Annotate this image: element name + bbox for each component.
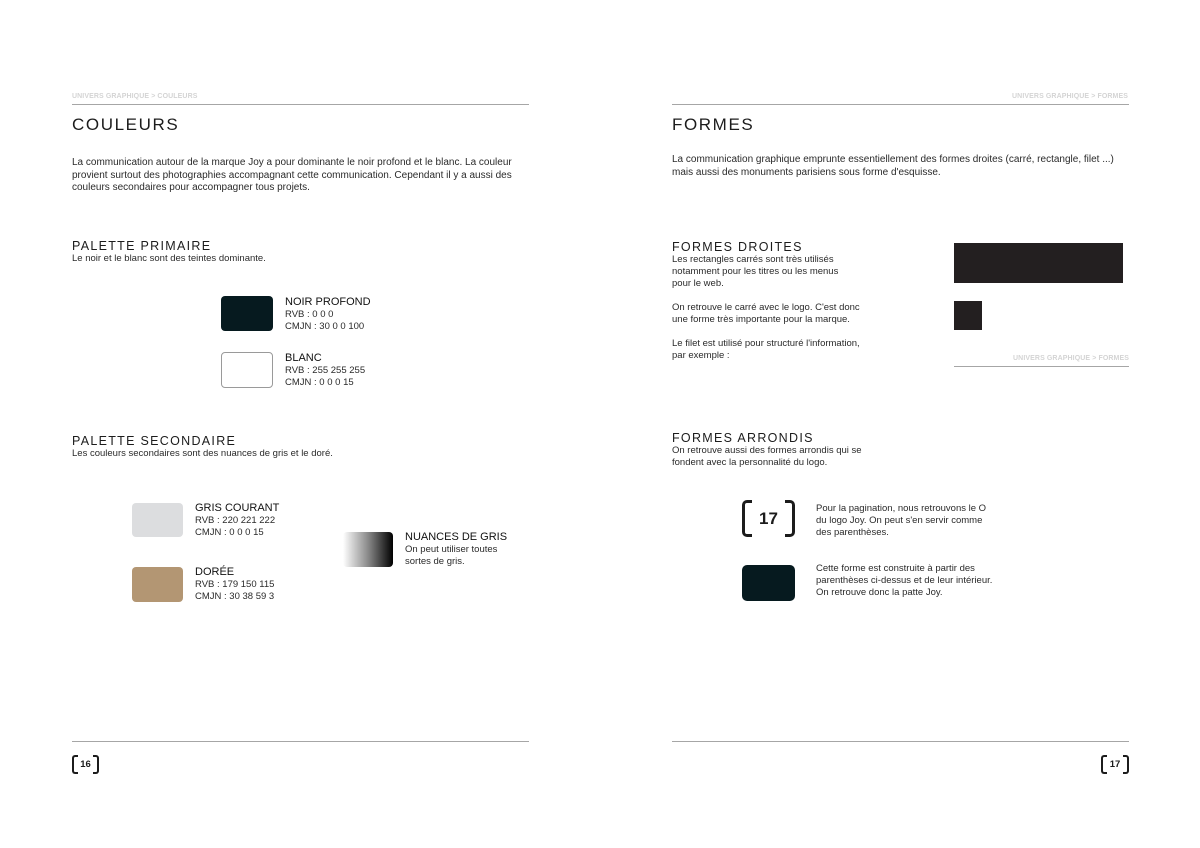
swatch-info-noir — [285, 296, 371, 333]
bracket-left-icon — [72, 755, 78, 774]
rounded-rectangle-shape — [742, 565, 795, 601]
swatch-name: BLANC — [285, 352, 322, 364]
swatch-name: DORÉE — [195, 566, 235, 578]
footer-rule — [72, 741, 529, 742]
text-line: du logo Joy. On peut s'en servir comme — [816, 515, 983, 526]
text-line: Cette forme est construite à partir des — [816, 563, 975, 574]
intro-text: La communication autour de la marque Joy a pour dominante le noir profond et le blanc. La couleur provient surtout des photographies accompagnant cette communication. Cependant il y a aussi des couleurs secondaires pour accompagner tous projets. — [72, 157, 512, 193]
swatch-name: GRIS COURANT — [195, 502, 280, 514]
swatch-cmjn: CMJN : 0 0 0 15 — [195, 527, 264, 538]
text-line: parenthèses ci-dessus et de leur intérieur. — [816, 575, 993, 586]
swatch-rvb: RVB : 179 150 115 — [195, 579, 275, 590]
swatch-desc: On peut utiliser toutes — [405, 544, 498, 555]
bracket-right-icon — [785, 500, 795, 537]
bracket-right-icon — [1123, 755, 1129, 774]
header-rule — [72, 104, 529, 105]
page-title: COULEURS — [72, 115, 180, 134]
text-line: par exemple : — [672, 350, 730, 361]
swatch-rvb: RVB : 0 0 0 — [285, 309, 334, 320]
swatch-info-blanc — [285, 352, 365, 389]
swatch-info-gradient — [405, 531, 507, 568]
straight-shapes-title: FORMES DROITES — [672, 240, 803, 254]
text-line: une forme très importante pour la marque. — [672, 314, 850, 325]
bracket-desc — [816, 503, 1026, 539]
text-line: des parenthèses. — [816, 527, 889, 538]
secondary-palette-title: PALETTE SECONDAIRE — [72, 434, 237, 448]
primary-palette-desc: Le noir et le blanc sont des teintes dominante. — [72, 253, 266, 264]
swatch-noir-profond — [221, 296, 273, 331]
swatch-cmjn: CMJN : 30 38 59 3 — [195, 591, 275, 602]
swatch-name: NOIR PROFOND — [285, 296, 371, 308]
swatch-info-doree — [195, 566, 274, 603]
swatch-cmjn: CMJN : 30 0 0 100 — [285, 321, 365, 332]
rounded-shapes-text — [672, 445, 912, 469]
text-line: On retrouve le carré avec le logo. C'est donc — [672, 302, 860, 313]
page-title: FORMES — [672, 115, 755, 134]
intro-text: La communication graphique emprunte essentiellement des formes droites (carré, rectangle, filet ...) mais aussi des monuments parisiens sous forme d'esquisse. — [672, 154, 1114, 178]
bracket-left-icon — [742, 500, 752, 537]
page-number — [72, 755, 99, 774]
text-line: On retrouve aussi des formes arrondis qui se — [672, 445, 862, 456]
right-page — [600, 0, 1200, 848]
rounded-shapes-title: FORMES ARRONDIS — [672, 431, 814, 445]
swatch-rvb: RVB : 255 255 255 — [285, 365, 366, 376]
bracket-number: 17 — [759, 508, 778, 528]
swatch-cmjn: CMJN : 0 0 0 15 — [285, 377, 354, 388]
footer-rule — [672, 741, 1129, 742]
page-number-text: 17 — [1109, 759, 1121, 770]
sample-breadcrumb: UNIVERS GRAPHIQUE > FORMES — [1013, 355, 1129, 362]
sample-rule — [954, 366, 1129, 367]
text-line: Pour la pagination, nous retrouvons le O — [816, 503, 987, 514]
rectangle-shape — [954, 243, 1123, 283]
swatch-info-gris — [195, 502, 279, 539]
header-rule — [672, 104, 1129, 105]
swatch-blanc — [221, 352, 273, 388]
primary-palette-title: PALETTE PRIMAIRE — [72, 239, 212, 253]
breadcrumb: UNIVERS GRAPHIQUE > COULEURS — [72, 93, 198, 100]
page-number — [1101, 755, 1129, 774]
text-line: On retrouve donc la patte Joy. — [816, 587, 943, 598]
swatch-gradient-grey — [343, 532, 393, 567]
swatch-desc: sortes de gris. — [405, 556, 465, 567]
secondary-palette-desc: Les couleurs secondaires sont des nuances de gris et le doré. — [72, 448, 333, 459]
text-line: Les rectangles carrés sont très utilisés — [672, 254, 834, 265]
rounded-shape-desc — [816, 563, 1036, 599]
swatch-gris-courant — [132, 503, 183, 537]
straight-shapes-text — [672, 254, 912, 362]
page-number-text: 16 — [80, 759, 91, 770]
bracket-pagination-sample — [742, 500, 795, 537]
swatch-rvb: RVB : 220 221 222 — [195, 515, 276, 526]
breadcrumb: UNIVERS GRAPHIQUE > FORMES — [1012, 93, 1128, 100]
swatch-doree — [132, 567, 183, 602]
text-line: notamment pour les titres ou les menus — [672, 266, 839, 277]
bracket-left-icon — [1101, 755, 1107, 774]
bracket-right-icon — [93, 755, 99, 774]
text-line: fondent avec la personnalité du logo. — [672, 457, 828, 468]
text-line: Le filet est utilisé pour structuré l'information, — [672, 338, 860, 349]
swatch-name: NUANCES DE GRIS — [405, 531, 508, 543]
text-line: pour le web. — [672, 278, 724, 289]
square-shape — [954, 301, 982, 330]
